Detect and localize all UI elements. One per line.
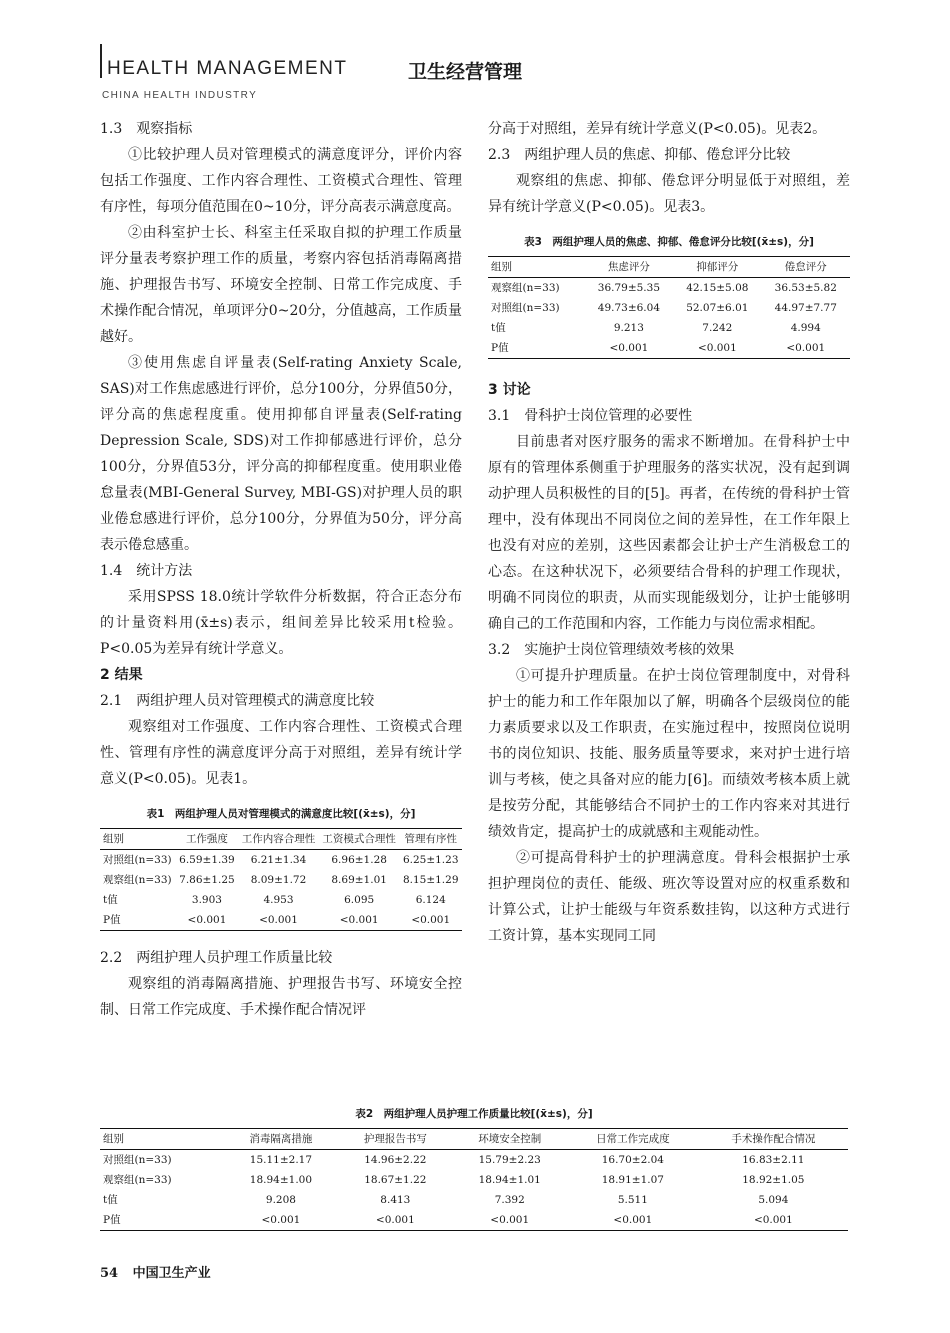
table-cell: <0.001 (609, 342, 649, 354)
section-2-1-heading: 2.1 两组护理人员对管理模式的满意度比较 (100, 693, 375, 709)
table-cell: 14.96±2.22 (364, 1154, 427, 1166)
table-cell: 4.994 (790, 322, 821, 334)
table-cell: 36.79±5.35 (597, 282, 661, 294)
header-rule (100, 44, 102, 78)
section-3-2-heading: 3.2 实施护士岗位管理绩效考核的效果 (488, 642, 735, 658)
table-cell: 9.213 (613, 322, 644, 334)
journal-title-en: HEALTH MANAGEMENT (107, 58, 348, 79)
paragraph: 观察组的焦虑、抑郁、倦怠评分明显低于对照组，差异有统计学意义(P<0.05)。见表3。 (488, 173, 850, 215)
table-cell: P值 (103, 914, 121, 926)
table-header-row (100, 1129, 848, 1150)
table-cell: 8.15±1.29 (402, 874, 459, 886)
table-cell: P值 (491, 342, 509, 354)
table-row (100, 890, 462, 910)
table-header-cell: 工作内容合理性 (241, 833, 316, 845)
table-3-caption: 表3 两组护理人员的焦虑、抑郁、倦怠评分比较[(x̄±s)，分] (524, 236, 814, 248)
table-cell: 7.242 (702, 322, 733, 334)
table-cell: 5.511 (617, 1194, 648, 1206)
table-row (100, 1170, 848, 1190)
journal-subtitle: CHINA HEALTH INDUSTRY (102, 90, 258, 101)
left-column (100, 116, 462, 1023)
table-cell: <0.001 (753, 1214, 793, 1226)
table-header-cell: 组别 (103, 833, 124, 845)
journal-title-zh: 卫生经营管理 (408, 61, 523, 83)
table-cell: 18.91±1.07 (601, 1174, 664, 1186)
table-header-cell: 倦怠评分 (784, 261, 827, 273)
table-cell: 8.09±1.72 (250, 874, 307, 886)
table-cell: 6.124 (415, 894, 446, 906)
table-cell: 16.70±2.04 (601, 1154, 664, 1166)
paragraph: ②由科室护士长、科室主任采取自拟的护理工作质量评分量表考察护理工作的质量，考察内容包括消毒隔离措施、护理报告书写、环境安全控制、日常工作完成度、手术操作配合情况，单项评分0~20分，分值越高，工作质量越好。 (100, 225, 462, 345)
paragraph: ①可提升护理质量。在护士岗位管理制度中，对骨科护士的能力和工作年限加以了解，明确各个层级岗位的能力素质要求以及工作职责，在实施过程中，按照岗位说明书的岗位知识、技能、服务质量等要求，来对护士进行培训与考核，使之具备对应的能力[6]。而绩效考核本质上就是按劳分配，其能够结合不同护士的工作内容来对其进行绩效肯定，提高护士的成就感和主观能动性。 (488, 668, 850, 840)
table-cell: 52.07±6.01 (686, 302, 749, 314)
table-cell: t值 (103, 894, 118, 906)
table-1 (100, 828, 462, 931)
table-2 (100, 1128, 848, 1231)
table-cell: <0.001 (490, 1214, 530, 1226)
paragraph: 分高于对照组，差异有统计学意义(P<0.05)。见表2。 (488, 121, 827, 137)
table-cell: P值 (103, 1214, 121, 1226)
table-cell: 观察组(n=33) (103, 1174, 172, 1186)
paragraph: 目前患者对医疗服务的需求不断增加。在骨科护士中原有的管理体系侧重于护理服务的落实状况，没有起到调动护理人员积极性的目的[5]。再者，在传统的骨科护士管理中，没有体现出不同岗位之间的差异性，在工作年限上也没有对应的差别，这些因素都会让护士产生消极怠工的心态。在这种状况下，必须要结合骨科的护理工作现状，明确不同岗位的职责，从而实现能级划分，让护士能够明确自己的工作范围和内容，工作能力与岗位需求相配。 (488, 434, 850, 632)
table-cell: <0.001 (259, 914, 298, 926)
table-cell: 7.86±1.25 (179, 874, 235, 886)
table-cell: 8.69±1.01 (331, 874, 387, 886)
table-header-row (488, 257, 850, 278)
paragraph: 采用SPSS 18.0统计学软件分析数据，符合正态分布的计量资料用(x̄±s)表示，组间差异比较采用t检验。P<0.05为差异有统计学意义。 (100, 589, 462, 657)
table-row (100, 870, 462, 890)
section-2-2-heading: 2.2 两组护理人员护理工作质量比较 (100, 950, 333, 966)
table-cell: 观察组(n=33) (491, 282, 560, 294)
table-row (488, 278, 850, 299)
table-row (100, 1150, 848, 1171)
table-cell: 36.53±5.82 (774, 282, 837, 294)
table-row (488, 298, 850, 318)
table-cell: 18.94±1.01 (478, 1174, 541, 1186)
table-cell: 5.094 (758, 1194, 789, 1206)
table-cell: 对照组(n=33) (103, 854, 172, 866)
right-column (488, 116, 850, 949)
table-cell: 16.83±2.11 (742, 1154, 805, 1166)
table-cell: <0.001 (187, 914, 227, 926)
table-cell: 42.15±5.08 (686, 282, 749, 294)
table-cell: 6.21±1.34 (250, 854, 307, 866)
table-header-cell: 手术操作配合情况 (731, 1133, 816, 1145)
table-cell: 6.095 (344, 894, 375, 906)
table-cell: 对照组(n=33) (103, 1154, 172, 1166)
section-1-4-heading: 1.4 统计方法 (100, 563, 193, 579)
paragraph: ①比较护理人员对管理模式的满意度评分，评价内容包括工作强度、工作内容合理性、工资模式合理性、管理有序性，每项分值范围在0~10分，评分高表示满意度高。 (100, 147, 462, 215)
table-header-cell: 环境安全控制 (478, 1133, 542, 1145)
table-cell: 18.94±1.00 (249, 1174, 313, 1186)
table-header-cell: 抑郁评分 (696, 261, 739, 273)
table-3 (488, 256, 850, 359)
section-2-3-heading: 2.3 两组护理人员的焦虑、抑郁、倦怠评分比较 (488, 147, 791, 163)
table-cell: 18.67±1.22 (364, 1174, 427, 1186)
table-cell: 8.413 (380, 1194, 411, 1206)
table-row (100, 850, 462, 871)
table-header-cell: 工资模式合理性 (322, 833, 396, 845)
table-cell: 18.92±1.05 (742, 1174, 805, 1186)
paragraph: 观察组对工作强度、工作内容合理性、工资模式合理性、管理有序性的满意度评分高于对照组，差异有统计学意义(P<0.05)。见表1。 (100, 719, 462, 787)
table-cell: <0.001 (339, 914, 379, 926)
paragraph: ③使用焦虑自评量表(Self-rating Anxiety Scale, SAS)对工作焦虑感进行评价，总分100分，分界值50分，评分高的焦虑程度重。使用抑郁自评量表(Self-rating Depression Scale, SDS)对工作抑郁感进行评价，总分100分，分界值53分，评分高的抑郁程度重。使用职业倦怠量表(MBI-General Survey, MBI-GS)对护理人员的职业倦怠感进行评价，总分100分，分界值为50分，评分高表示倦怠感重。 (100, 355, 462, 553)
table-row (488, 338, 850, 359)
table-header-cell: 日常工作完成度 (596, 1133, 670, 1145)
paragraph: 观察组的消毒隔离措施、护理报告书写、环境安全控制、日常工作完成度、手术操作配合情况评 (100, 976, 462, 1018)
table-row (100, 1210, 848, 1231)
section-2-heading: 2 结果 (100, 667, 143, 683)
table-cell: 6.96±1.28 (331, 854, 387, 866)
table-cell: 44.97±7.77 (774, 302, 837, 314)
table-1-caption: 表1 两组护理人员对管理模式的满意度比较[(x̄±s)，分] (146, 808, 416, 820)
table-header-cell: 组别 (491, 261, 512, 273)
table-cell: <0.001 (786, 342, 826, 354)
table-cell: 6.25±1.23 (402, 854, 459, 866)
table-cell: t值 (103, 1194, 118, 1206)
table-cell: <0.001 (375, 1214, 415, 1226)
table-row (488, 318, 850, 338)
table-cell: 49.73±6.04 (597, 302, 661, 314)
table-cell: 9.208 (265, 1194, 296, 1206)
table-cell: t值 (491, 322, 506, 334)
table-header-cell: 护理报告书写 (363, 1133, 427, 1145)
table-cell: 6.59±1.39 (179, 854, 235, 866)
section-3-1-heading: 3.1 骨科护士岗位管理的必要性 (488, 408, 693, 424)
section-1-3-heading: 1.3 观察指标 (100, 121, 193, 137)
page-footer (100, 1262, 211, 1281)
table-cell: 15.11±2.17 (249, 1154, 313, 1166)
table-cell: 7.392 (494, 1194, 525, 1206)
section-3-heading: 3 讨论 (488, 382, 531, 398)
table-2-block (100, 1106, 848, 1231)
paragraph: ②可提高骨科护士的护理满意度。骨科会根据护士承担护理岗位的责任、能级、班次等设置对应的权重系数和计算公式，让护士能级与年资系数挂钩，以这种方式进行工资计算，基本实现同工同 (488, 850, 850, 944)
table-header-cell: 组别 (103, 1133, 124, 1145)
table-header-cell: 工作强度 (185, 833, 228, 845)
table-cell: <0.001 (261, 1214, 301, 1226)
table-cell: 对照组(n=33) (491, 302, 560, 314)
table-row (100, 910, 462, 931)
table-cell: 3.903 (191, 894, 222, 906)
table-cell: 15.79±2.23 (478, 1154, 541, 1166)
table-cell: 观察组(n=33) (103, 874, 172, 886)
journal-name: 中国卫生产业 (132, 1266, 211, 1281)
table-header-cell: 管理有序性 (404, 833, 457, 845)
table-cell: 4.953 (263, 894, 294, 906)
table-header-cell: 消毒隔离措施 (249, 1133, 313, 1145)
table-cell: <0.001 (697, 342, 737, 354)
table-cell: <0.001 (613, 1214, 653, 1226)
table-2-caption: 表2 两组护理人员护理工作质量比较[(x̄±s)，分] (355, 1108, 593, 1120)
table-row (100, 1190, 848, 1210)
table-header-row (100, 829, 462, 850)
table-cell: <0.001 (411, 914, 451, 926)
page-number: 54 (100, 1266, 119, 1281)
table-header-cell: 焦虑评分 (607, 261, 650, 273)
